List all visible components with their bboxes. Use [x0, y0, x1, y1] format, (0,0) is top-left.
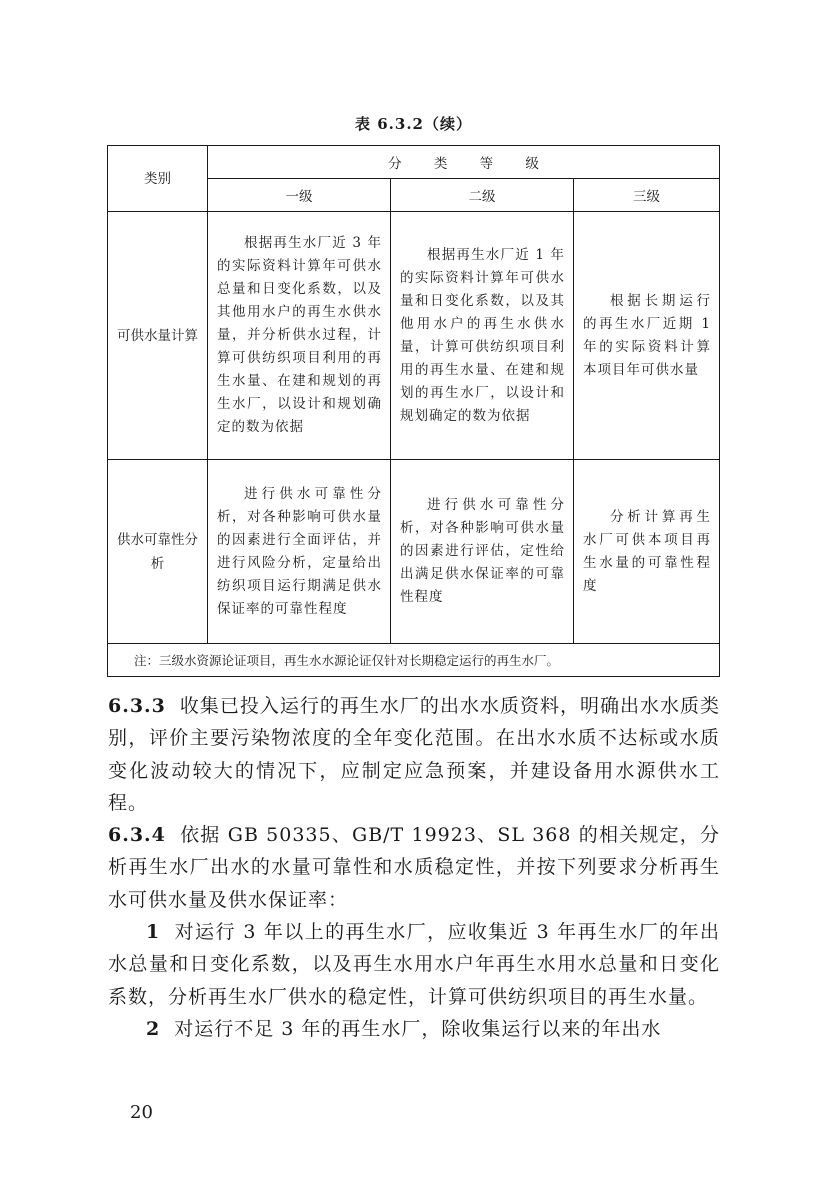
section-text: 依据 GB 50335、GB/T 19923、SL 368 的相关规定，分析再生水厂出水的水量可靠性和水质稳定性，并按下列要求分析再生水可供水量及供水保证率：	[108, 824, 720, 911]
row-category: 可供水量计算	[108, 212, 208, 460]
section-number: 6.3.3	[108, 695, 166, 717]
table-row	[108, 460, 720, 644]
header-level-3: 三级	[574, 179, 720, 212]
body-text	[108, 690, 720, 1045]
table-row	[108, 212, 720, 460]
section-6-3-4	[108, 819, 720, 916]
table-cell: 进行供水可靠性分析，对各种影响可供水量的因素进行评估，定性给出满足供水保证率的可靠性程度	[391, 460, 574, 644]
list-item	[108, 1013, 720, 1045]
classification-table	[107, 145, 720, 677]
list-item	[108, 916, 720, 1013]
item-number: 2	[146, 1017, 161, 1040]
header-level-2: 二级	[391, 179, 574, 212]
table-cell: 根据长期运行的再生水厂近期 1 年的实际资料计算本项目年可供水量	[574, 212, 720, 460]
page-number: 20	[130, 1102, 153, 1123]
item-text: 对运行 3 年以上的再生水厂，应收集近 3 年再生水厂的年出水总量和日变化系数，以及再生水用水户年再生水用水总量和日变化系数，分析再生水厂供水的稳定性，计算可供纺织项目的再生水量。	[108, 921, 720, 1008]
table-cell: 根据再生水厂近 1 年的实际资料计算年可供水量和日变化系数，以及其他用水户的再生水供水量，计算可供纺织项目利用的再生水量、在建和规划的再生水厂，以设计和规划确定的数为依据	[391, 212, 574, 460]
section-number: 6.3.4	[108, 824, 166, 847]
item-number: 1	[146, 921, 161, 944]
table-note: 注：三级水资源论证项目，再生水水源论证仅针对长期稳定运行的再生水厂。	[108, 644, 720, 677]
table-cell: 分析计算再生水厂可供本项目再生水量的可靠性程度	[574, 460, 720, 644]
table-cell: 进行供水可靠性分析，对各种影响可供水量的因素进行全面评估，并进行风险分析，定量给出纺织项目运行期满足供水保证率的可靠性程度	[208, 460, 391, 644]
header-classification-level: 分 类 等 级	[208, 146, 720, 179]
row-category: 供水可靠性分析	[108, 460, 208, 644]
section-text: 收集已投入运行的再生水厂的出水水质资料，明确出水水质类别，评价主要污染物浓度的全年变化范围。在出水水质不达标或水质变化波动较大的情况下，应制定应急预案，并建设备用水源供水工程。	[108, 695, 720, 814]
section-6-3-3	[108, 690, 720, 819]
header-category: 类别	[108, 146, 208, 212]
table-cell: 根据再生水厂近 3 年的实际资料计算年可供水总量和日变化系数，以及其他用水户的再生水供水量，并分析供水过程，计算可供纺织项目利用的再生水量、在建和规划的再生水厂，以设计和规划确定的数为依据	[208, 212, 391, 460]
table-title: 表 6.3.2（续）	[355, 115, 472, 133]
item-text: 对运行不足 3 年的再生水厂，除收集运行以来的年出水	[174, 1017, 662, 1040]
header-level-1: 一级	[208, 179, 391, 212]
